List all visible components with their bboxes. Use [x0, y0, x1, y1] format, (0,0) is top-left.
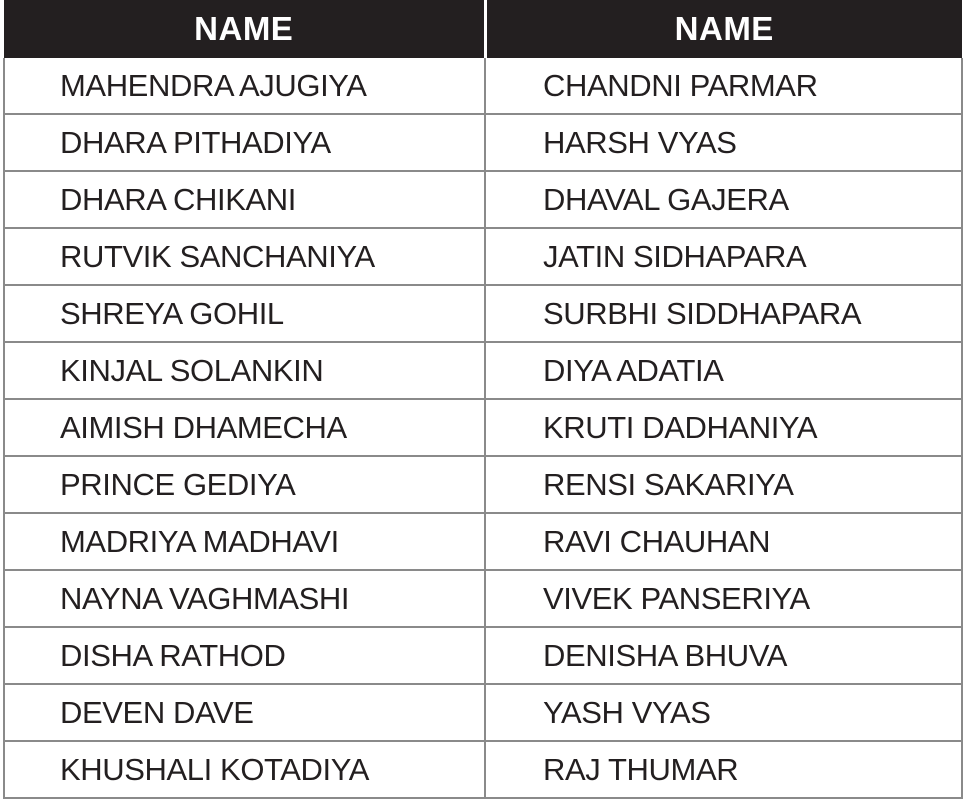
- name-cell-left: RUTVIK SANCHANIYA: [4, 228, 485, 285]
- column-header-name-1: NAME: [4, 0, 485, 58]
- name-cell-left: PRINCE GEDIYA: [4, 456, 485, 513]
- table-row: [4, 741, 962, 798]
- name-cell-left: DHARA PITHADIYA: [4, 114, 485, 171]
- name-cell-left: MADRIYA MADHAVI: [4, 513, 485, 570]
- name-cell-right: DIYA ADATIA: [485, 342, 962, 399]
- name-cell-right: DHAVAL GAJERA: [485, 171, 962, 228]
- name-cell-right: DENISHA BHUVA: [485, 627, 962, 684]
- name-cell-right: YASH VYAS: [485, 684, 962, 741]
- table-row: [4, 684, 962, 741]
- name-cell-left: MAHENDRA AJUGIYA: [4, 58, 485, 114]
- name-cell-left: KINJAL SOLANKIN: [4, 342, 485, 399]
- table-header: [4, 0, 962, 58]
- name-cell-left: SHREYA GOHIL: [4, 285, 485, 342]
- name-cell-right: SURBHI SIDDHAPARA: [485, 285, 962, 342]
- name-cell-left: AIMISH DHAMECHA: [4, 399, 485, 456]
- name-cell-right: JATIN SIDHAPARA: [485, 228, 962, 285]
- name-cell-right: HARSH VYAS: [485, 114, 962, 171]
- table-row: [4, 171, 962, 228]
- name-cell-right: RAVI CHAUHAN: [485, 513, 962, 570]
- table-row: [4, 58, 962, 114]
- table-row: [4, 570, 962, 627]
- name-cell-right: RAJ THUMAR: [485, 741, 962, 798]
- table-row: [4, 114, 962, 171]
- name-cell-left: KHUSHALI KOTADIYA: [4, 741, 485, 798]
- name-cell-left: NAYNA VAGHMASHI: [4, 570, 485, 627]
- column-header-name-2: NAME: [485, 0, 962, 58]
- names-table: [3, 0, 963, 799]
- name-cell-left: DEVEN DAVE: [4, 684, 485, 741]
- table-body: [4, 58, 962, 798]
- table-row: [4, 456, 962, 513]
- name-cell-left: DISHA RATHOD: [4, 627, 485, 684]
- table-row: [4, 513, 962, 570]
- name-cell-right: CHANDNI PARMAR: [485, 58, 962, 114]
- name-cell-right: VIVEK PANSERIYA: [485, 570, 962, 627]
- name-cell-right: RENSI SAKARIYA: [485, 456, 962, 513]
- table-row: [4, 627, 962, 684]
- table-row: [4, 399, 962, 456]
- table-row: [4, 342, 962, 399]
- name-cell-right: KRUTI DADHANIYA: [485, 399, 962, 456]
- table-row: [4, 228, 962, 285]
- name-cell-left: DHARA CHIKANI: [4, 171, 485, 228]
- table-row: [4, 285, 962, 342]
- header-row: [4, 0, 962, 58]
